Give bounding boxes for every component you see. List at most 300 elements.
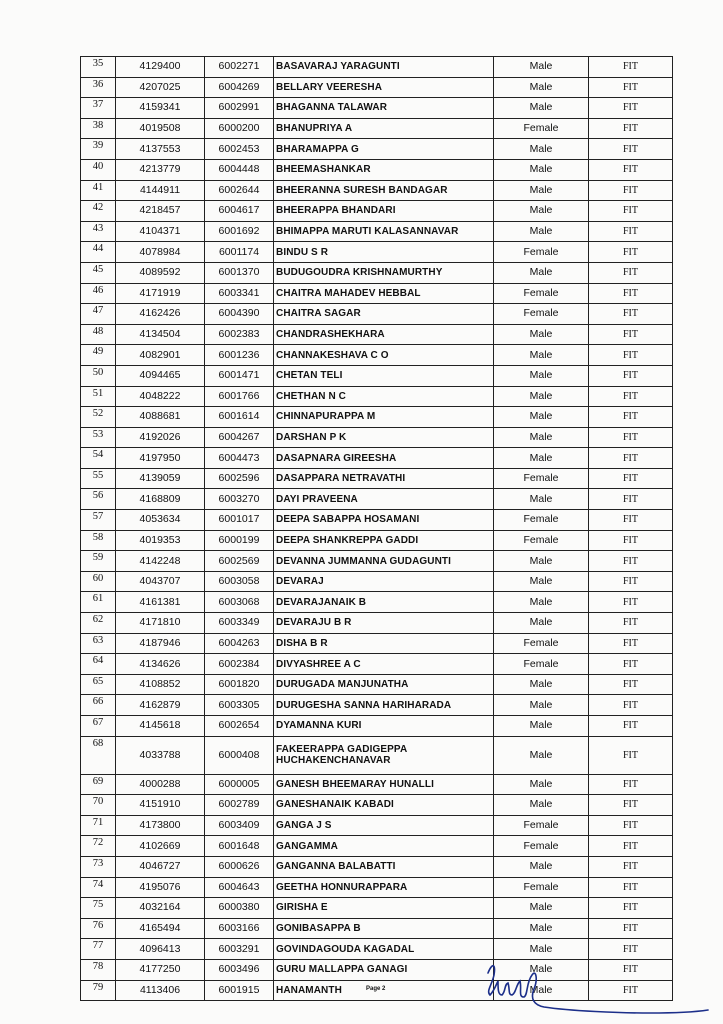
sl-cell: 59 <box>81 551 116 572</box>
name-cell: GIRISHA E <box>274 898 494 919</box>
name-cell: CHAITRA SAGAR <box>274 304 494 325</box>
gender-cell: Male <box>494 77 589 98</box>
register-no-cell: 4145618 <box>116 716 205 737</box>
gender-cell: Male <box>494 139 589 160</box>
status-cell: FIT <box>589 118 673 139</box>
status-cell: FIT <box>589 57 673 78</box>
sl-cell: 73 <box>81 856 116 877</box>
name-cell: DASAPPARA NETRAVATHI <box>274 468 494 489</box>
name-cell: BHANUPRIYA A <box>274 118 494 139</box>
sl-cell: 51 <box>81 386 116 407</box>
gender-cell: Male <box>494 736 589 774</box>
register-no-cell: 4187946 <box>116 633 205 654</box>
name-cell: GANGANNA BALABATTI <box>274 856 494 877</box>
status-cell: FIT <box>589 918 673 939</box>
gender-cell: Male <box>494 386 589 407</box>
status-cell: FIT <box>589 795 673 816</box>
table-row <box>81 898 673 919</box>
candidate-id-cell: 6003068 <box>205 592 274 613</box>
gender-cell: Male <box>494 427 589 448</box>
register-no-cell: 4162879 <box>116 695 205 716</box>
status-cell: FIT <box>589 139 673 160</box>
status-cell: FIT <box>589 530 673 551</box>
table-row <box>81 736 673 774</box>
register-no-cell: 4165494 <box>116 918 205 939</box>
sl-cell: 36 <box>81 77 116 98</box>
candidate-id-cell: 6000199 <box>205 530 274 551</box>
table-row <box>81 695 673 716</box>
table-row <box>81 774 673 795</box>
sl-cell: 48 <box>81 324 116 345</box>
sl-cell: 72 <box>81 836 116 857</box>
name-cell: BASAVARAJ YARAGUNTI <box>274 57 494 78</box>
name-cell: GANESHANAIK KABADI <box>274 795 494 816</box>
gender-cell: Male <box>494 98 589 119</box>
status-cell: FIT <box>589 345 673 366</box>
name-cell: BUDUGOUDRA KRISHNAMURTHY <box>274 262 494 283</box>
candidate-id-cell: 6000200 <box>205 118 274 139</box>
candidate-id-cell: 6002991 <box>205 98 274 119</box>
register-no-cell: 4108852 <box>116 674 205 695</box>
signature-image <box>480 955 710 1015</box>
register-no-cell: 4162426 <box>116 304 205 325</box>
name-cell: BHARAMAPPA G <box>274 139 494 160</box>
table-row <box>81 592 673 613</box>
candidate-id-cell: 6002644 <box>205 180 274 201</box>
status-cell: FIT <box>589 448 673 469</box>
table-row <box>81 551 673 572</box>
sl-cell: 71 <box>81 815 116 836</box>
name-cell: CHETAN TELI <box>274 365 494 386</box>
table-row <box>81 427 673 448</box>
table-row <box>81 283 673 304</box>
candidate-id-cell: 6001915 <box>205 980 274 1001</box>
gender-cell: Female <box>494 836 589 857</box>
status-cell: FIT <box>589 716 673 737</box>
register-no-cell: 4168809 <box>116 489 205 510</box>
candidate-id-cell: 6003305 <box>205 695 274 716</box>
candidate-id-cell: 6002384 <box>205 654 274 675</box>
candidate-id-cell: 6003291 <box>205 939 274 960</box>
table-row <box>81 386 673 407</box>
table-row <box>81 877 673 898</box>
register-no-cell: 4078984 <box>116 242 205 263</box>
sl-cell: 68 <box>81 736 116 774</box>
name-cell: FAKEERAPPA GADIGEPPA HUCHAKENCHANAVAR <box>274 736 494 774</box>
sl-cell: 63 <box>81 633 116 654</box>
sl-cell: 44 <box>81 242 116 263</box>
status-cell: FIT <box>589 815 673 836</box>
table-row <box>81 856 673 877</box>
candidate-id-cell: 6002654 <box>205 716 274 737</box>
name-cell: DEVANNA JUMMANNA GUDAGUNTI <box>274 551 494 572</box>
table-row <box>81 448 673 469</box>
table-row <box>81 118 673 139</box>
register-no-cell: 4019508 <box>116 118 205 139</box>
sl-cell: 65 <box>81 674 116 695</box>
register-no-cell: 4094465 <box>116 365 205 386</box>
table-row <box>81 77 673 98</box>
candidate-id-cell: 6002789 <box>205 795 274 816</box>
candidate-id-cell: 6001648 <box>205 836 274 857</box>
candidate-id-cell: 6003349 <box>205 613 274 634</box>
gender-cell: Male <box>494 324 589 345</box>
register-no-cell: 4142248 <box>116 551 205 572</box>
register-no-cell: 4159341 <box>116 98 205 119</box>
table-row <box>81 407 673 428</box>
sl-cell: 49 <box>81 345 116 366</box>
sl-cell: 70 <box>81 795 116 816</box>
register-no-cell: 4171810 <box>116 613 205 634</box>
gender-cell: Female <box>494 283 589 304</box>
candidate-id-cell: 6001370 <box>205 262 274 283</box>
candidate-id-cell: 6004643 <box>205 877 274 898</box>
name-cell: BINDU S R <box>274 242 494 263</box>
sl-cell: 50 <box>81 365 116 386</box>
gender-cell: Male <box>494 939 589 960</box>
candidate-id-cell: 6002453 <box>205 139 274 160</box>
register-no-cell: 4177250 <box>116 959 205 980</box>
name-cell: CHANDRASHEKHARA <box>274 324 494 345</box>
name-cell: DARSHAN P K <box>274 427 494 448</box>
sl-cell: 66 <box>81 695 116 716</box>
status-cell: FIT <box>589 386 673 407</box>
sl-cell: 57 <box>81 510 116 531</box>
sl-cell: 38 <box>81 118 116 139</box>
table-row <box>81 98 673 119</box>
candidate-id-cell: 6001236 <box>205 345 274 366</box>
name-cell: GANGAMMA <box>274 836 494 857</box>
candidate-id-cell: 6002569 <box>205 551 274 572</box>
candidate-id-cell: 6004390 <box>205 304 274 325</box>
table-row <box>81 571 673 592</box>
name-cell: DYAMANNA KURI <box>274 716 494 737</box>
gender-cell: Female <box>494 510 589 531</box>
name-cell: CHINNAPURAPPA M <box>274 407 494 428</box>
status-cell: FIT <box>589 836 673 857</box>
gender-cell: Male <box>494 674 589 695</box>
gender-cell: Male <box>494 795 589 816</box>
candidate-id-cell: 6002383 <box>205 324 274 345</box>
status-cell: FIT <box>589 304 673 325</box>
status-cell: FIT <box>589 159 673 180</box>
sl-cell: 78 <box>81 959 116 980</box>
candidate-id-cell: 6004267 <box>205 427 274 448</box>
name-cell: DASAPNARA GIREESHA <box>274 448 494 469</box>
gender-cell: Female <box>494 118 589 139</box>
status-cell: FIT <box>589 262 673 283</box>
table-row <box>81 489 673 510</box>
name-cell: DISHA B R <box>274 633 494 654</box>
sl-cell: 40 <box>81 159 116 180</box>
name-cell: DEVARAJU B R <box>274 613 494 634</box>
table-row <box>81 304 673 325</box>
table-row <box>81 159 673 180</box>
sl-cell: 58 <box>81 530 116 551</box>
sl-cell: 41 <box>81 180 116 201</box>
register-no-cell: 4053634 <box>116 510 205 531</box>
status-cell: FIT <box>589 221 673 242</box>
candidate-id-cell: 6000005 <box>205 774 274 795</box>
name-cell: BHAGANNA TALAWAR <box>274 98 494 119</box>
register-no-cell: 4151910 <box>116 795 205 816</box>
sl-cell: 76 <box>81 918 116 939</box>
sl-cell: 52 <box>81 407 116 428</box>
name-cell: GEETHA HONNURAPPARA <box>274 877 494 898</box>
candidate-id-cell: 6001766 <box>205 386 274 407</box>
candidate-id-cell: 6000380 <box>205 898 274 919</box>
candidate-id-cell: 6001017 <box>205 510 274 531</box>
register-no-cell: 4134626 <box>116 654 205 675</box>
gender-cell: Male <box>494 448 589 469</box>
gender-cell: Female <box>494 530 589 551</box>
status-cell: FIT <box>589 407 673 428</box>
candidate-id-cell: 6001692 <box>205 221 274 242</box>
name-cell: GURU MALLAPPA GANAGI <box>274 959 494 980</box>
status-cell: FIT <box>589 959 673 980</box>
name-cell: DIVYASHREE A C <box>274 654 494 675</box>
name-cell: CHANNAKESHAVA C O <box>274 345 494 366</box>
status-cell: FIT <box>589 939 673 960</box>
register-no-cell: 4048222 <box>116 386 205 407</box>
name-cell: GOVINDAGOUDA KAGADAL <box>274 939 494 960</box>
table-row <box>81 918 673 939</box>
status-cell: FIT <box>589 283 673 304</box>
status-cell: FIT <box>589 654 673 675</box>
name-cell: BHEERAPPA BHANDARI <box>274 201 494 222</box>
gender-cell: Male <box>494 695 589 716</box>
status-cell: FIT <box>589 736 673 774</box>
table-row <box>81 633 673 654</box>
candidate-id-cell: 6002596 <box>205 468 274 489</box>
gender-cell: Male <box>494 613 589 634</box>
register-no-cell: 4082901 <box>116 345 205 366</box>
name-cell: BELLARY VEERESHA <box>274 77 494 98</box>
name-cell: HANAMANTH <box>274 980 494 1001</box>
sl-cell: 56 <box>81 489 116 510</box>
candidate-id-cell: 6001174 <box>205 242 274 263</box>
name-cell: BHIMAPPA MARUTI KALASANNAVAR <box>274 221 494 242</box>
candidate-id-cell: 6001471 <box>205 365 274 386</box>
status-cell: FIT <box>589 613 673 634</box>
name-cell: BHEERANNA SURESH BANDAGAR <box>274 180 494 201</box>
status-cell: FIT <box>589 468 673 489</box>
sl-cell: 47 <box>81 304 116 325</box>
register-no-cell: 4102669 <box>116 836 205 857</box>
table-row <box>81 365 673 386</box>
status-cell: FIT <box>589 427 673 448</box>
gender-cell: Female <box>494 654 589 675</box>
candidate-id-cell: 6003058 <box>205 571 274 592</box>
sl-cell: 79 <box>81 980 116 1001</box>
status-cell: FIT <box>589 551 673 572</box>
register-no-cell: 4139059 <box>116 468 205 489</box>
register-no-cell: 4046727 <box>116 856 205 877</box>
sl-cell: 61 <box>81 592 116 613</box>
candidate-table <box>80 56 673 1001</box>
candidate-id-cell: 6004263 <box>205 633 274 654</box>
register-no-cell: 4129400 <box>116 57 205 78</box>
gender-cell: Male <box>494 201 589 222</box>
register-no-cell: 4134504 <box>116 324 205 345</box>
candidate-id-cell: 6004617 <box>205 201 274 222</box>
sl-cell: 60 <box>81 571 116 592</box>
table-body <box>81 57 673 1001</box>
status-cell: FIT <box>589 201 673 222</box>
sl-cell: 37 <box>81 98 116 119</box>
gender-cell: Male <box>494 489 589 510</box>
table-row <box>81 654 673 675</box>
candidate-id-cell: 6000626 <box>205 856 274 877</box>
name-cell: GONIBASAPPA B <box>274 918 494 939</box>
sl-cell: 43 <box>81 221 116 242</box>
register-no-cell: 4088681 <box>116 407 205 428</box>
status-cell: FIT <box>589 180 673 201</box>
register-no-cell: 4218457 <box>116 201 205 222</box>
register-no-cell: 4019353 <box>116 530 205 551</box>
name-cell: DEVARAJ <box>274 571 494 592</box>
name-cell: DEEPA SHANKREPPA GADDI <box>274 530 494 551</box>
table-row <box>81 139 673 160</box>
gender-cell: Male <box>494 592 589 613</box>
candidate-id-cell: 6000408 <box>205 736 274 774</box>
status-cell: FIT <box>589 774 673 795</box>
register-no-cell: 4213779 <box>116 159 205 180</box>
page-number: Page 2 <box>366 986 386 992</box>
table-row <box>81 510 673 531</box>
table-row <box>81 262 673 283</box>
gender-cell: Male <box>494 57 589 78</box>
status-cell: FIT <box>589 77 673 98</box>
table-row <box>81 324 673 345</box>
register-no-cell: 4173800 <box>116 815 205 836</box>
table-row <box>81 468 673 489</box>
sl-cell: 67 <box>81 716 116 737</box>
gender-cell: Male <box>494 159 589 180</box>
table-row <box>81 57 673 78</box>
candidate-id-cell: 6003496 <box>205 959 274 980</box>
register-no-cell: 4032164 <box>116 898 205 919</box>
register-no-cell: 4171919 <box>116 283 205 304</box>
name-cell: DEVARAJANAIK B <box>274 592 494 613</box>
register-no-cell: 4192026 <box>116 427 205 448</box>
sl-cell: 45 <box>81 262 116 283</box>
candidate-id-cell: 6001614 <box>205 407 274 428</box>
status-cell: FIT <box>589 98 673 119</box>
candidate-id-cell: 6004473 <box>205 448 274 469</box>
register-no-cell: 4104371 <box>116 221 205 242</box>
table-row <box>81 795 673 816</box>
name-cell: DEEPA SABAPPA HOSAMANI <box>274 510 494 531</box>
register-no-cell: 4043707 <box>116 571 205 592</box>
table-row <box>81 180 673 201</box>
register-no-cell: 4195076 <box>116 877 205 898</box>
gender-cell: Female <box>494 815 589 836</box>
sl-cell: 62 <box>81 613 116 634</box>
gender-cell: Male <box>494 774 589 795</box>
name-cell: DAYI PRAVEENA <box>274 489 494 510</box>
gender-cell: Male <box>494 980 589 1001</box>
register-no-cell: 4033788 <box>116 736 205 774</box>
register-no-cell: 4000288 <box>116 774 205 795</box>
sl-cell: 46 <box>81 283 116 304</box>
gender-cell: Male <box>494 918 589 939</box>
gender-cell: Male <box>494 898 589 919</box>
candidate-id-cell: 6002271 <box>205 57 274 78</box>
gender-cell: Male <box>494 221 589 242</box>
sl-cell: 55 <box>81 468 116 489</box>
gender-cell: Male <box>494 365 589 386</box>
status-cell: FIT <box>589 571 673 592</box>
sl-cell: 53 <box>81 427 116 448</box>
sl-cell: 35 <box>81 57 116 78</box>
table-row <box>81 345 673 366</box>
table-row <box>81 613 673 634</box>
register-no-cell: 4089592 <box>116 262 205 283</box>
gender-cell: Male <box>494 180 589 201</box>
candidate-id-cell: 6001820 <box>205 674 274 695</box>
gender-cell: Female <box>494 468 589 489</box>
status-cell: FIT <box>589 898 673 919</box>
status-cell: FIT <box>589 592 673 613</box>
gender-cell: Female <box>494 877 589 898</box>
name-cell: DURUGESHA SANNA HARIHARADA <box>274 695 494 716</box>
gender-cell: Female <box>494 242 589 263</box>
register-no-cell: 4144911 <box>116 180 205 201</box>
register-no-cell: 4197950 <box>116 448 205 469</box>
gender-cell: Male <box>494 959 589 980</box>
status-cell: FIT <box>589 856 673 877</box>
status-cell: FIT <box>589 877 673 898</box>
sl-cell: 74 <box>81 877 116 898</box>
table-row <box>81 836 673 857</box>
candidate-id-cell: 6004448 <box>205 159 274 180</box>
candidate-id-cell: 6003409 <box>205 815 274 836</box>
sl-cell: 39 <box>81 139 116 160</box>
gender-cell: Male <box>494 345 589 366</box>
name-cell: GANESH BHEEMARAY HUNALLI <box>274 774 494 795</box>
gender-cell: Male <box>494 551 589 572</box>
candidate-id-cell: 6004269 <box>205 77 274 98</box>
sl-cell: 69 <box>81 774 116 795</box>
status-cell: FIT <box>589 633 673 654</box>
status-cell: FIT <box>589 365 673 386</box>
table-row <box>81 716 673 737</box>
table-row <box>81 242 673 263</box>
register-no-cell: 4161381 <box>116 592 205 613</box>
register-no-cell: 4207025 <box>116 77 205 98</box>
name-cell: CHAITRA MAHADEV HEBBAL <box>274 283 494 304</box>
sl-cell: 64 <box>81 654 116 675</box>
candidate-id-cell: 6003341 <box>205 283 274 304</box>
status-cell: FIT <box>589 324 673 345</box>
status-cell: FIT <box>589 510 673 531</box>
register-no-cell: 4113406 <box>116 980 205 1001</box>
gender-cell: Female <box>494 633 589 654</box>
register-no-cell: 4096413 <box>116 939 205 960</box>
sl-cell: 75 <box>81 898 116 919</box>
gender-cell: Female <box>494 304 589 325</box>
candidate-id-cell: 6003270 <box>205 489 274 510</box>
status-cell: FIT <box>589 242 673 263</box>
name-cell: DURUGADA MANJUNATHA <box>274 674 494 695</box>
status-cell: FIT <box>589 980 673 1001</box>
candidate-id-cell: 6003166 <box>205 918 274 939</box>
sl-cell: 77 <box>81 939 116 960</box>
status-cell: FIT <box>589 674 673 695</box>
table-row <box>81 815 673 836</box>
register-no-cell: 4137553 <box>116 139 205 160</box>
